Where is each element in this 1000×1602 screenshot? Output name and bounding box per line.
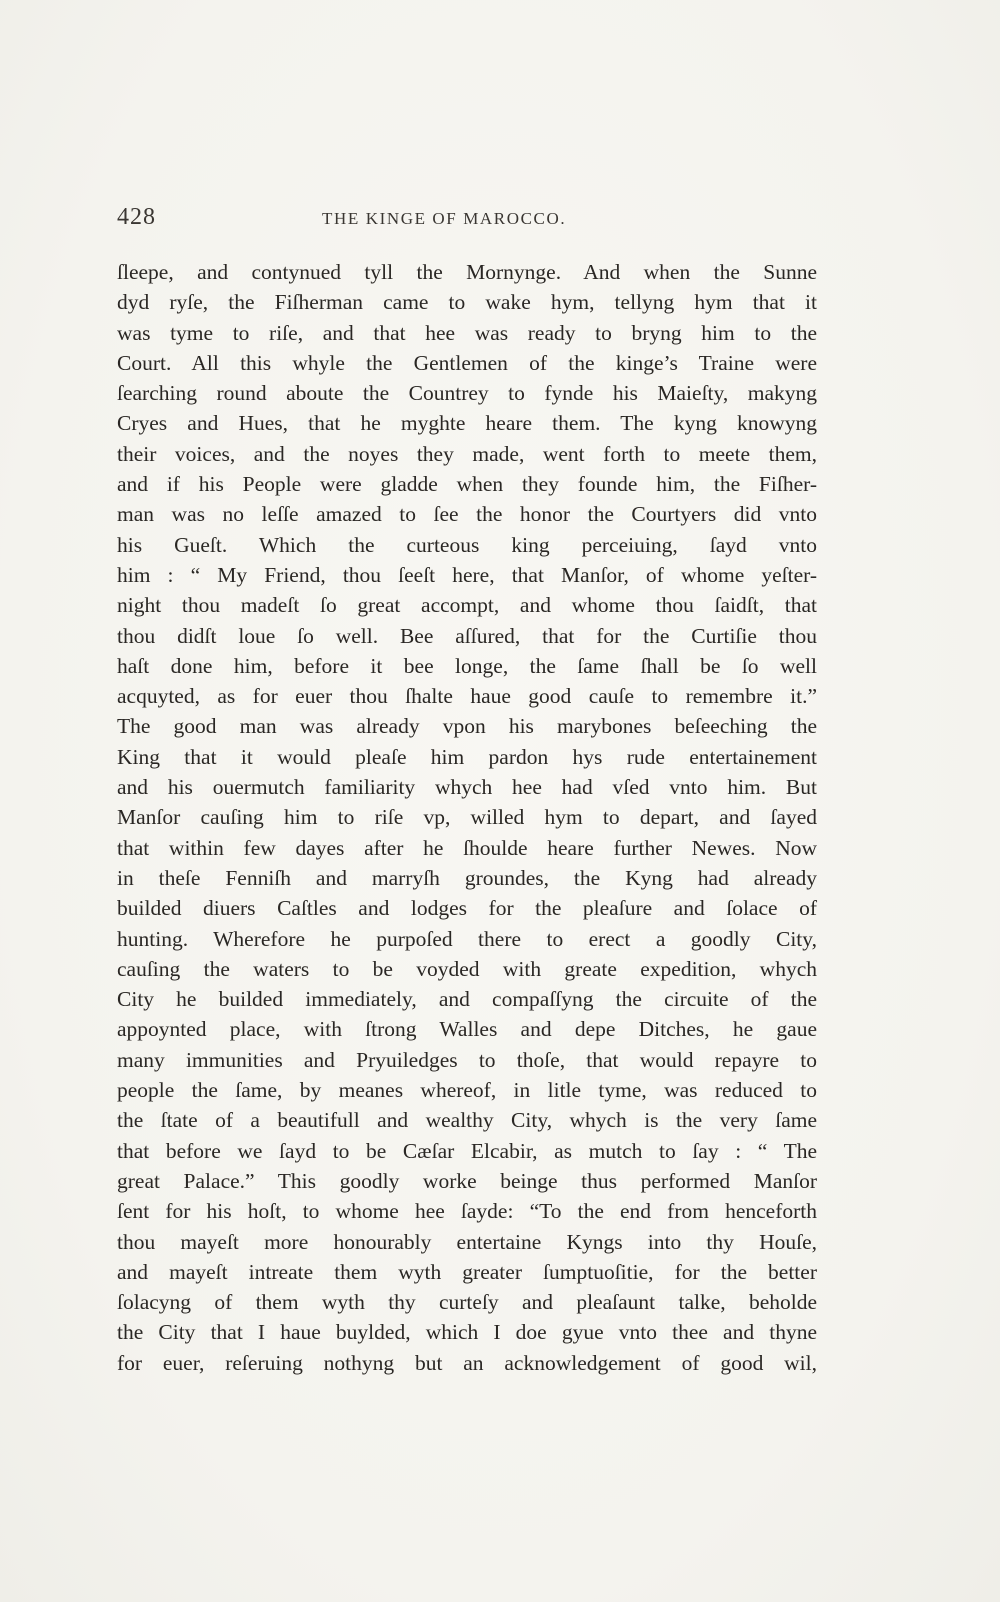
text-line: night thou madeſt ſo great accompt, and whome thou ſaidſt, that: [117, 593, 817, 618]
text-line: his Gueſt. Which the curteous king perceiuing, ſayd vnto: [117, 532, 817, 557]
text-line: was tyme to riſe, and that hee was ready to bryng him to the: [117, 320, 817, 345]
body-text: [117, 257, 817, 1378]
running-head: THE KINGE OF MAROCCO.: [322, 209, 567, 228]
text-line: many immunities and Pryuiledges to thoſe, that would repayre to: [117, 1047, 817, 1072]
text-line: haſt done him, before it bee longe, the ſame ſhall be ſo well: [117, 653, 817, 678]
text-line: The good man was already vpon his marybones beſeeching the: [117, 714, 817, 739]
text-line: man was no leſſe amazed to ſee the honor the Courtyers did vnto: [117, 502, 817, 527]
text-line: the ſtate of a beautifull and wealthy City, whych is the very ſame: [117, 1108, 817, 1133]
page-number: 428: [117, 204, 156, 230]
text-line: for euer, reſeruing nothyng but an acknowledgement of good wil,: [117, 1350, 817, 1375]
text-line: in theſe Fenniſh and marryſh groundes, the Kyng had already: [117, 865, 817, 890]
text-line: the City that I haue buylded, which I doe gyue vnto thee and thyne: [117, 1320, 817, 1345]
text-line: hunting. Wherefore he purpoſed there to erect a goodly City,: [117, 926, 817, 951]
text-line: him : “ My Friend, thou ſeeſt here, that Manſor, of whome yeſter-: [117, 562, 817, 587]
text-line: that within few dayes after he ſhoulde heare further Newes. Now: [117, 835, 817, 860]
text-line: dyd ryſe, the Fiſherman came to wake hym, tellyng hym that it: [117, 290, 817, 315]
text-line: Manſor cauſing him to riſe vp, willed hym to depart, and ſayed: [117, 805, 817, 830]
text-line: thou didſt loue ſo well. Bee aſſured, that for the Curtiſie thou: [117, 623, 817, 648]
text-line: Cryes and Hues, that he myghte heare them. The kyng knowyng: [117, 411, 817, 436]
text-line: builded diuers Caſtles and lodges for the pleaſure and ſolace of: [117, 896, 817, 921]
text-line: acquyted, as for euer thou ſhalte haue good cauſe to remembre it.”: [117, 684, 817, 709]
text-line: cauſing the waters to be voyded with greate expedition, whych: [117, 956, 817, 981]
text-line: ſolacyng of them wyth thy curteſy and pleaſaunt talke, beholde: [117, 1290, 817, 1315]
text-line: appoynted place, with ſtrong Walles and depe Ditches, he gaue: [117, 1017, 817, 1042]
text-line: City he builded immediately, and compaſſyng the circuite of the: [117, 987, 817, 1012]
text-line: King that it would pleaſe him pardon hys rude entertainement: [117, 744, 817, 769]
text-line: ſleepe, and contynued tyll the Mornynge. And when the Sunne: [117, 260, 817, 284]
page-header: [117, 204, 817, 234]
text-line: ſearching round aboute the Countrey to fynde his Maieſty, makyng: [117, 381, 817, 406]
text-line: and his ouermutch familiarity whych hee had vſed vnto him. But: [117, 775, 817, 800]
text-line: thou mayeſt more honourably entertaine Kyngs into thy Houſe,: [117, 1229, 817, 1254]
text-line: Court. All this whyle the Gentlemen of the kinge’s Traine were: [117, 350, 817, 375]
text-line: their voices, and the noyes they made, went forth to meete them,: [117, 441, 817, 466]
text-line: and mayeſt intreate them wyth greater ſumptuoſitie, for the better: [117, 1259, 817, 1284]
text-line: ſent for his hoſt, to whome hee ſayde: “To the end from henceforth: [117, 1199, 817, 1224]
text-line: people the ſame, by meanes whereof, in litle tyme, was reduced to: [117, 1078, 817, 1103]
text-line: great Palace.” This goodly worke beinge thus performed Manſor: [117, 1168, 817, 1193]
text-line: that before we ſayd to be Cæſar Elcabir, as mutch to ſay : “ The: [117, 1138, 817, 1163]
text-line: and if his People were gladde when they founde him, the Fiſher-: [117, 472, 817, 497]
